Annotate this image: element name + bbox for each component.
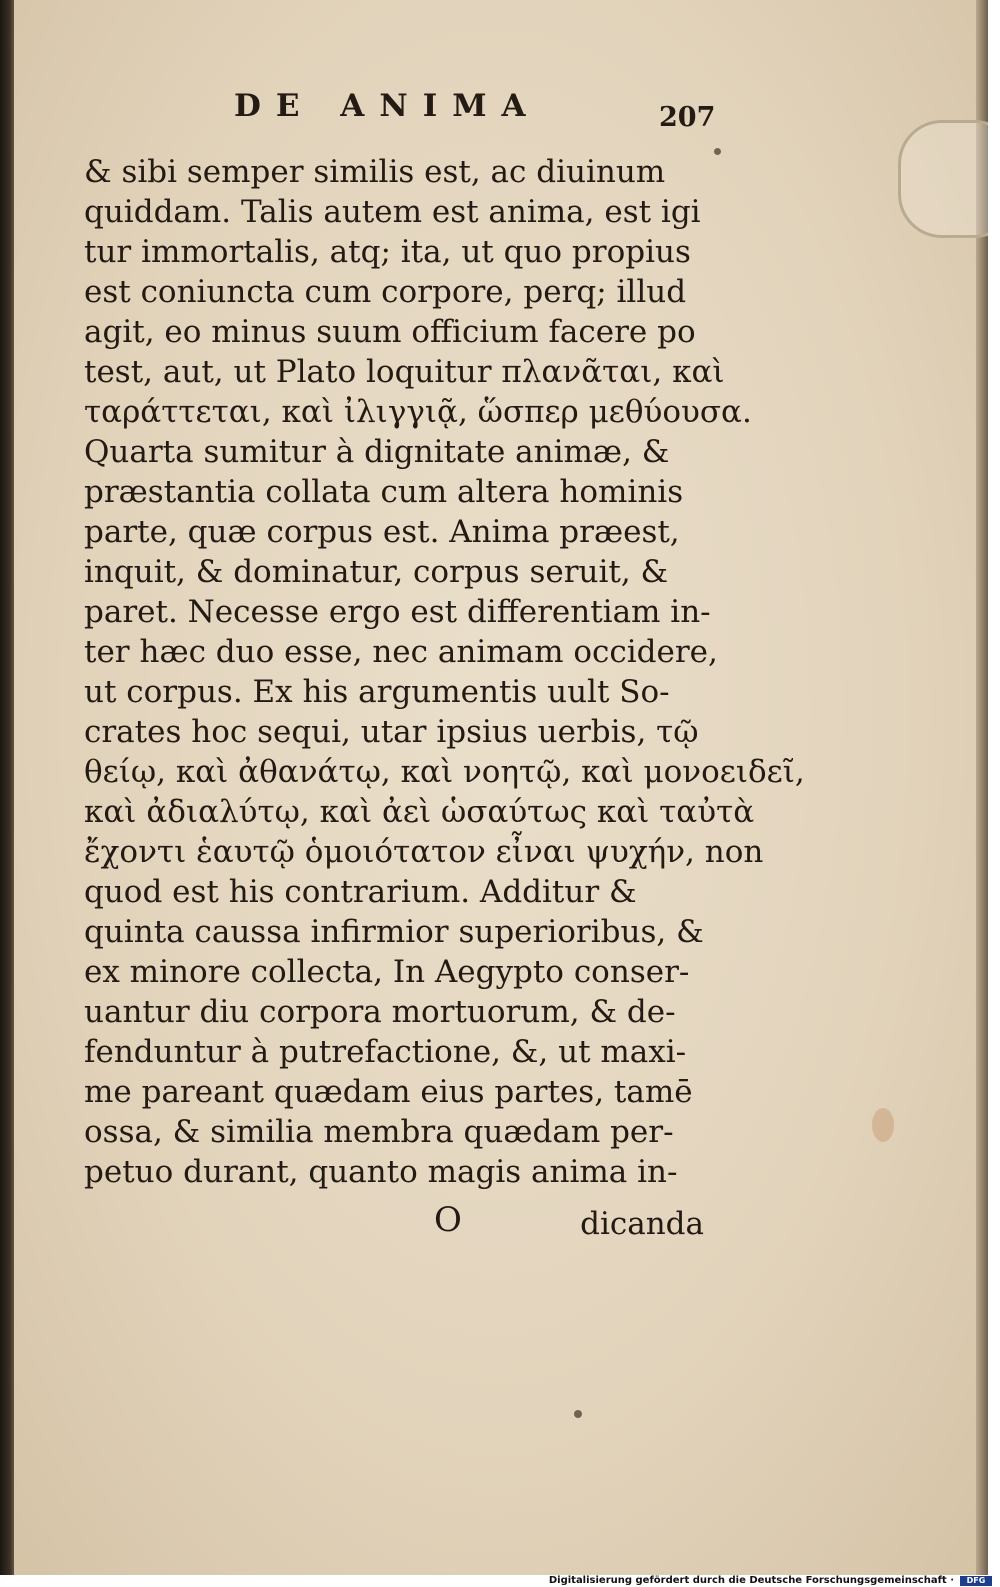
text-line: me pareant quædam eius partes, tamē bbox=[84, 1074, 693, 1110]
catchword-line bbox=[434, 1200, 704, 1250]
page-number: 207 bbox=[659, 102, 716, 133]
book-page bbox=[14, 0, 976, 1575]
main-text bbox=[84, 152, 805, 1192]
text-line: paret. Necesse ergo est differentiam in- bbox=[84, 594, 711, 630]
text-line: parte, quæ corpus est. Anima præest, bbox=[84, 514, 680, 550]
funding-credit: Digitalisierung gefördert durch die Deutsche Forschungsgemeinschaft · bbox=[548, 1575, 954, 1586]
signature-mark: O bbox=[434, 1200, 462, 1240]
text-line: ταράττεται, καὶ ἰλιγγιᾷ, ὥσπερ μεθύουσα. bbox=[84, 394, 752, 430]
text-line: ut corpus. Ex his argumentis uult So- bbox=[84, 674, 670, 710]
catchword: dicanda bbox=[580, 1206, 704, 1242]
text-line: test, aut, ut Plato loquitur πλανᾶται, καὶ bbox=[84, 354, 725, 390]
text-line: & sibi semper similis est, ac diuinum bbox=[84, 154, 666, 190]
text-line: crates hoc sequi, utar ipsius uerbis, τῷ bbox=[84, 714, 699, 750]
page-clip bbox=[898, 120, 988, 238]
text-line: quod est his contrarium. Additur & bbox=[84, 874, 637, 910]
text-line: uantur diu corpora mortuorum, & de- bbox=[84, 994, 676, 1030]
stain-mark bbox=[574, 1410, 582, 1418]
text-line: præstantia collata cum altera hominis bbox=[84, 474, 684, 510]
text-line: inquit, & dominatur, corpus seruit, & bbox=[84, 554, 669, 590]
dfg-logo-icon: DFG bbox=[960, 1576, 992, 1586]
text-line: fenduntur à putrefactione, &, ut maxi- bbox=[84, 1034, 687, 1070]
text-line: quinta caussa infirmior superioribus, & bbox=[84, 914, 704, 950]
text-line: Quarta sumitur à dignitate animæ, & bbox=[84, 434, 670, 470]
text-line: θείῳ, καὶ ἀθανάτῳ, καὶ νοητῷ, καὶ μονοειδεῖ, bbox=[84, 754, 805, 790]
text-line: est coniuncta cum corpore, perq; illud bbox=[84, 274, 687, 310]
stain-mark bbox=[872, 1108, 894, 1142]
digitization-footer bbox=[0, 1575, 1000, 1587]
text-line: ter hæc duo esse, nec animam occidere, bbox=[84, 634, 718, 670]
text-line: agit, eo minus suum officium facere po bbox=[84, 314, 696, 350]
text-line: ossa, & similia membra quædam per- bbox=[84, 1114, 674, 1150]
text-line: ἔχοντι ἑαυτῷ ὁμοιότατον εἶναι ψυχήν, non bbox=[84, 834, 764, 870]
text-line: petuo durant, quanto magis anima in- bbox=[84, 1154, 678, 1190]
running-title: DE ANIMA bbox=[234, 88, 541, 124]
text-line: καὶ ἀδιαλύτῳ, καὶ ἀεὶ ὡσαύτως καὶ ταὐτὰ bbox=[84, 794, 755, 830]
text-line: tur immortalis, atq; ita, ut quo propius bbox=[84, 234, 691, 270]
text-line: quiddam. Talis autem est anima, est igi bbox=[84, 194, 701, 230]
text-line: ex minore collecta, In Aegypto conser- bbox=[84, 954, 690, 990]
